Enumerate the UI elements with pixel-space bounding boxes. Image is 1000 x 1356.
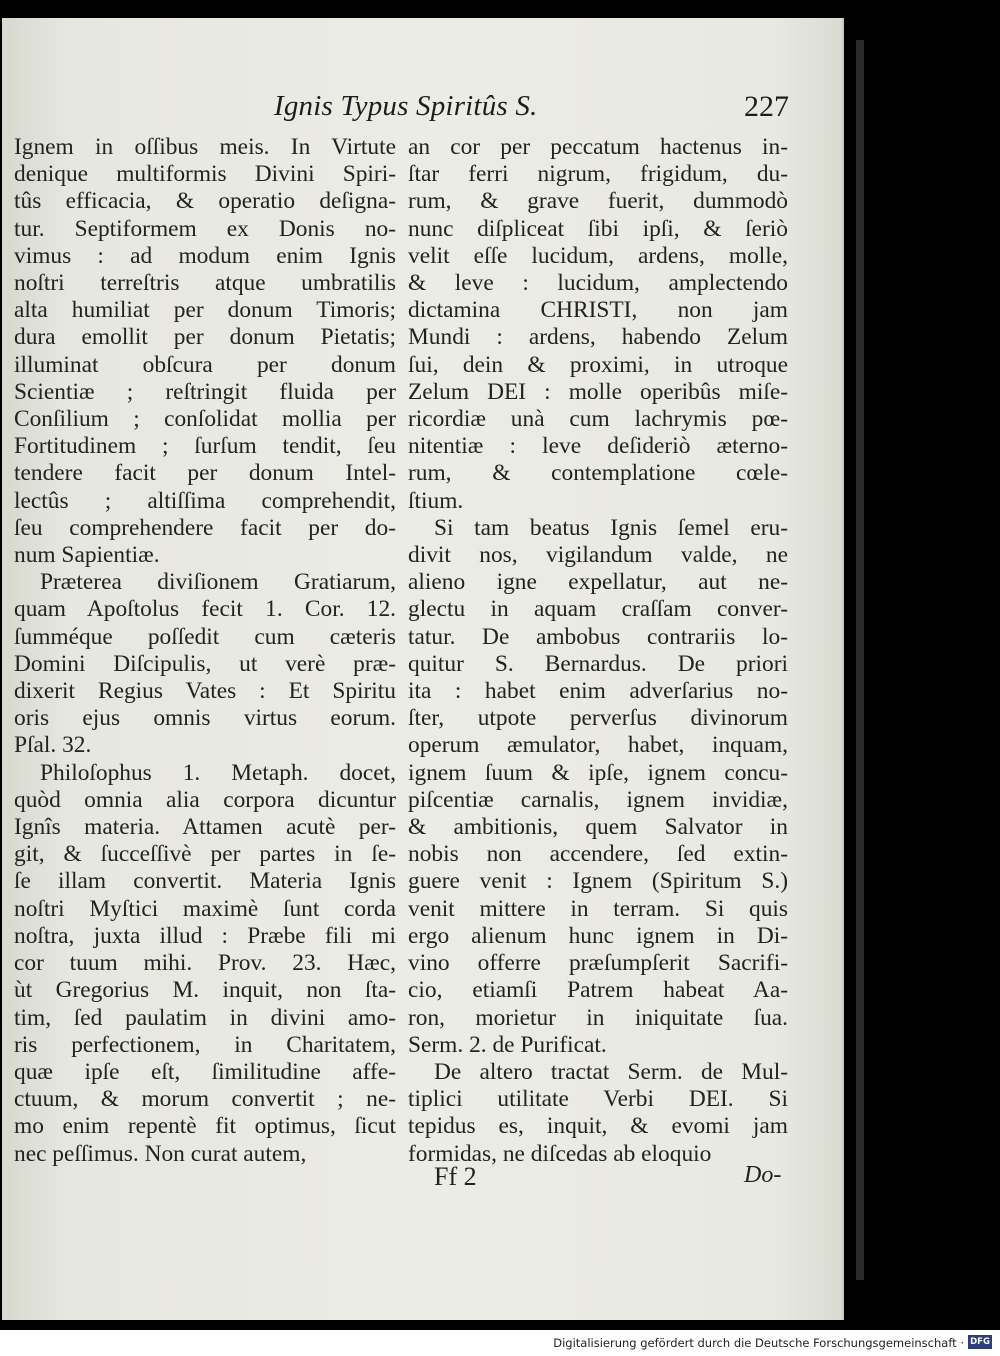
text-line: tatur. De ambobus contrariis lo- xyxy=(408,623,788,650)
text-line: venit mittere in terram. Si quis xyxy=(408,895,788,922)
text-line: quam Apoſtolus fecit 1. Cor. 12. xyxy=(14,596,396,623)
text-line: Mundi : ardens, habendo Zelum xyxy=(408,324,788,351)
text-line: Conſilium ; conſolidat mollia per xyxy=(14,406,396,433)
text-line: nitentiæ : leve deſideriò æterno- xyxy=(408,433,788,460)
text-line: dura emollit per donum Pietatis; xyxy=(14,324,396,351)
text-line: ricordiæ unà cum lachrymis pœ- xyxy=(408,406,788,433)
text-line: cor tuum mihi. Prov. 23. Hæc, xyxy=(14,950,396,977)
signature-mark: Ff 2 xyxy=(434,1162,477,1191)
text-line: tur. Septiformem ex Donis no- xyxy=(14,215,396,242)
text-line: vino offerre præſumpſerit Sacrifi- xyxy=(408,950,788,977)
text-line: tendere facit per donum Intel- xyxy=(14,460,396,487)
text-line: ſter, utpote perverſus divinorum xyxy=(408,705,788,732)
text-line: nobis non accendere, ſed extin- xyxy=(408,841,788,868)
digitization-footer xyxy=(0,1330,1000,1356)
text-line: ſui, dein & proximi, in utroque xyxy=(408,351,788,378)
text-line: quæ ipſe eſt, ſimilitudine affe- xyxy=(14,1058,396,1085)
text-line: formidas, ne diſcedas ab eloquio xyxy=(408,1140,712,1167)
running-head: Ignis Typus Spiritûs S. xyxy=(274,90,538,122)
text-line: tiplici utilitate Verbi DEI. Si xyxy=(408,1086,788,1113)
text-line: Scientiæ ; reſtringit fluida per xyxy=(14,378,396,405)
text-line: noſtra, juxta illud : Præbe fili mi xyxy=(14,922,396,949)
text-line: noſtri Myſtici maximè ſunt corda xyxy=(14,895,396,922)
text-line: ignem ſuum & ipſe, ignem concu- xyxy=(408,759,788,786)
book-page xyxy=(2,18,844,1320)
text-line: Præterea diviſionem Gratiarum, xyxy=(40,569,396,596)
text-line: Domini Diſcipulis, ut verè præ- xyxy=(14,650,396,677)
text-line: & leve : lucidum, amplectendo xyxy=(408,270,788,297)
page-edge-shadow xyxy=(856,40,864,1280)
text-line: ſtium. xyxy=(408,487,464,514)
text-line: an cor per peccatum hactenus in- xyxy=(408,134,788,160)
text-line: dictamina CHRISTI, non jam xyxy=(408,297,788,324)
text-line: git, & ſucceſſivè per partes in ſe- xyxy=(14,841,396,868)
text-line: tim, ſed paulatim in divini amo- xyxy=(14,1004,396,1031)
text-line: nec peſſimus. Non curat autem, xyxy=(14,1140,307,1167)
text-line: num Sapientiæ. xyxy=(14,542,160,569)
text-line: ùt Gregorius M. inquit, non ſta- xyxy=(14,977,396,1004)
text-line: alta humiliat per donum Timoris; xyxy=(14,297,396,324)
text-line: denique multiformis Divini Spiri- xyxy=(14,161,396,188)
text-line: operum æmulator, habet, inquam, xyxy=(408,732,788,759)
text-line: noſtri terreſtris atque umbratilis xyxy=(14,270,396,297)
text-line: quitur S. Bernardus. De priori xyxy=(408,650,788,677)
text-line: Philoſophus 1. Metaph. docet, xyxy=(40,759,396,786)
text-line: Ignîs materia. Attamen acutè per- xyxy=(14,814,396,841)
text-line: ſeu comprehendere facit per do- xyxy=(14,514,396,541)
text-line: ſtar ferri nigrum, frigidum, du- xyxy=(408,161,788,188)
text-line: ron, morietur in iniquitate ſua. xyxy=(408,1004,788,1031)
text-line: ris perfectionem, in Charitatem, xyxy=(14,1031,396,1058)
text-line: ſe illam convertit. Materia Ignis xyxy=(14,868,396,895)
text-line: Pſal. 32. xyxy=(14,732,92,759)
text-line: rum, & contemplatione cœle- xyxy=(408,460,788,487)
text-line: oris ejus omnis virtus eorum. xyxy=(14,705,396,732)
text-line: velit eſſe lucidum, ardens, molle, xyxy=(408,242,788,269)
catchword: Do- xyxy=(744,1162,782,1188)
text-line: ergo alienum hunc ignem in Di- xyxy=(408,922,788,949)
text-line: quòd omnia alia corpora dicuntur xyxy=(14,786,396,813)
text-line: rum, & grave fuerit, dummodò xyxy=(408,188,788,215)
text-line: Si tam beatus Ignis ſemel eru- xyxy=(434,514,788,541)
text-line: glectu in aquam craſſam conver- xyxy=(408,596,788,623)
text-line: De altero tractat Serm. de Mul- xyxy=(434,1058,788,1085)
left-column xyxy=(14,134,396,1168)
page-number: 227 xyxy=(744,90,789,123)
right-column xyxy=(408,134,788,1168)
text-line: lectûs ; altiſſima comprehendit, xyxy=(14,487,396,514)
text-line: Ignem in oſſibus meis. In Virtute xyxy=(14,134,396,160)
text-line: guere venit : Ignem (Spiritum S.) xyxy=(408,868,788,895)
text-line: vimus : ad modum enim Ignis xyxy=(14,242,396,269)
text-line: illuminat obſcura per donum xyxy=(14,351,396,378)
text-line: dixerit Regius Vates : Et Spiritu xyxy=(14,678,396,705)
text-line: divit nos, vigilandum valde, ne xyxy=(408,542,788,569)
dfg-logo: DFG xyxy=(968,1335,992,1349)
text-line: ctuum, & morum convertit ; ne- xyxy=(14,1086,396,1113)
text-line: ita : habet enim adverſarius no- xyxy=(408,678,788,705)
text-line: alieno igne expellatur, aut ne- xyxy=(408,569,788,596)
text-line: Zelum DEI : molle operibûs miſe- xyxy=(408,378,788,405)
text-line: & ambitionis, quem Salvator in xyxy=(408,814,788,841)
text-line: piſcentiæ carnalis, ignem invidiæ, xyxy=(408,786,788,813)
text-line: mo enim repentè fit optimus, ſicut xyxy=(14,1113,396,1140)
text-line: Fortitudinem ; ſurſum tendit, ſeu xyxy=(14,433,396,460)
text-line: tepidus es, inquit, & evomi jam xyxy=(408,1113,788,1140)
text-line: Serm. 2. de Purificat. xyxy=(408,1031,607,1058)
text-line: nunc diſpliceat ſibi ipſi, & ſeriò xyxy=(408,215,788,242)
text-line: cio, etiamſi Patrem habeat Aa- xyxy=(408,977,788,1004)
footer-credit: Digitalisierung gefördert durch die Deutsche Forschungsgemeinschaft · xyxy=(553,1336,964,1350)
text-line: ſumméque poſſedit cum cæteris xyxy=(14,623,396,650)
text-line: tûs efficacia, & operatio deſigna- xyxy=(14,188,396,215)
